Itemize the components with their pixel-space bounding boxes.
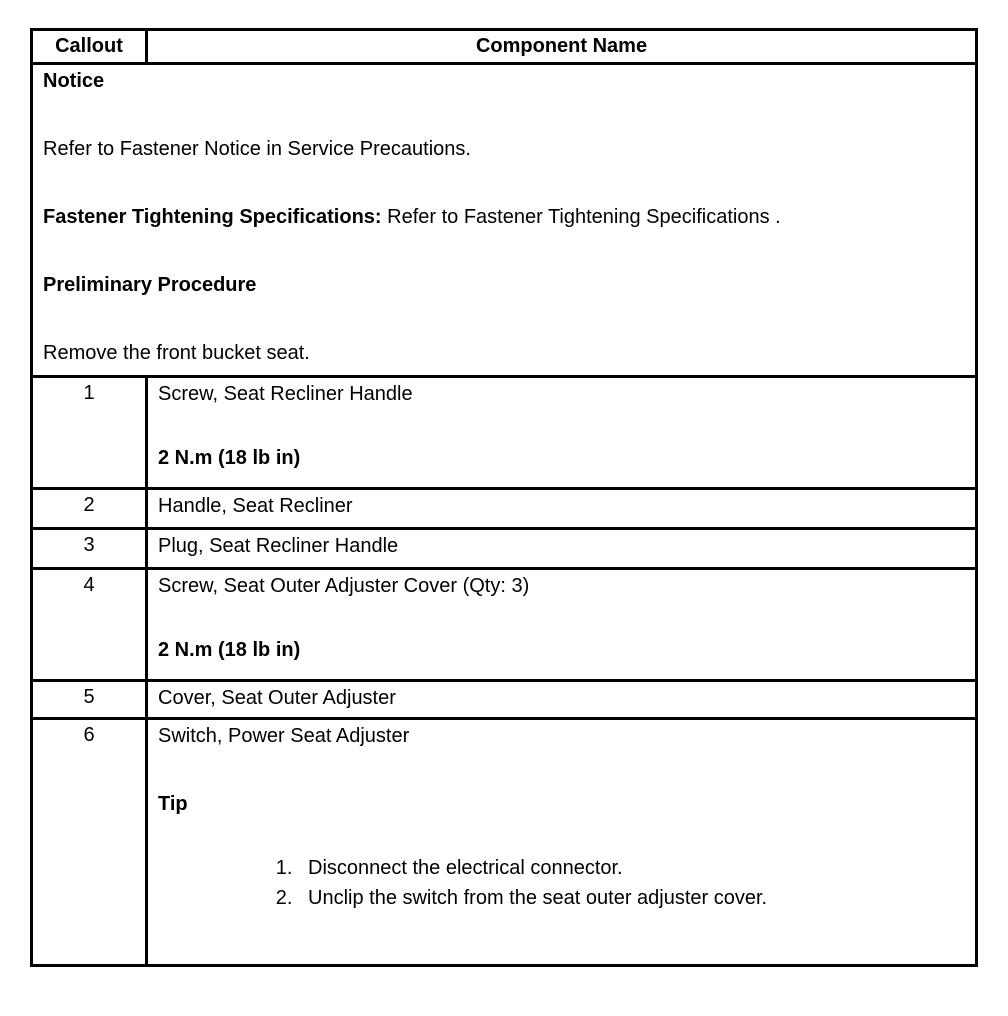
component-name: Cover, Seat Outer Adjuster bbox=[158, 687, 396, 709]
notice-row bbox=[32, 64, 977, 377]
preliminary-procedure-title: Preliminary Procedure bbox=[43, 274, 257, 296]
torque-spec: 2 N.m (18 lb in) bbox=[158, 447, 301, 469]
tip-step: 2. Unclip the switch from the seat outer adjuster cover. bbox=[298, 886, 965, 910]
component-cell bbox=[147, 489, 977, 529]
table-row bbox=[32, 529, 977, 569]
component-name: Screw, Seat Recliner Handle bbox=[158, 383, 413, 405]
component-cell bbox=[147, 569, 977, 681]
component-table bbox=[30, 28, 978, 967]
callout-number: 4 bbox=[32, 569, 147, 681]
callout-number: 6 bbox=[32, 719, 147, 966]
fastener-spec-label: Fastener Tightening Specifications: bbox=[43, 206, 382, 228]
tip-label: Tip bbox=[158, 793, 188, 815]
notice-cell bbox=[32, 64, 977, 377]
callout-column-header: Callout bbox=[32, 30, 147, 64]
fastener-spec-line bbox=[43, 205, 965, 229]
component-cell bbox=[147, 681, 977, 719]
component-name: Screw, Seat Outer Adjuster Cover (Qty: 3) bbox=[158, 575, 530, 597]
component-name: Plug, Seat Recliner Handle bbox=[158, 535, 399, 557]
component-cell bbox=[147, 719, 977, 966]
component-name-column-header: Component Name bbox=[147, 30, 977, 64]
component-name: Switch, Power Seat Adjuster bbox=[158, 725, 410, 747]
component-cell bbox=[147, 377, 977, 489]
table-header-row bbox=[32, 30, 977, 64]
table-row bbox=[32, 489, 977, 529]
component-name: Handle, Seat Recliner bbox=[158, 495, 353, 517]
callout-number: 2 bbox=[32, 489, 147, 529]
torque-spec: 2 N.m (18 lb in) bbox=[158, 639, 301, 661]
callout-number: 5 bbox=[32, 681, 147, 719]
callout-number: 3 bbox=[32, 529, 147, 569]
table-row bbox=[32, 681, 977, 719]
component-cell bbox=[147, 529, 977, 569]
table-row bbox=[32, 569, 977, 681]
tip-step: 1. Disconnect the electrical connector. bbox=[298, 856, 965, 880]
callout-number: 1 bbox=[32, 377, 147, 489]
preliminary-procedure-text: Remove the front bucket seat. bbox=[43, 342, 310, 364]
notice-title: Notice bbox=[43, 70, 105, 92]
tip-steps-list bbox=[158, 856, 965, 910]
table-row bbox=[32, 377, 977, 489]
fastener-spec-text: Refer to Fastener Tightening Specifications . bbox=[381, 206, 781, 228]
notice-refer-text: Refer to Fastener Notice in Service Precautions. bbox=[43, 138, 471, 160]
table-row bbox=[32, 719, 977, 966]
